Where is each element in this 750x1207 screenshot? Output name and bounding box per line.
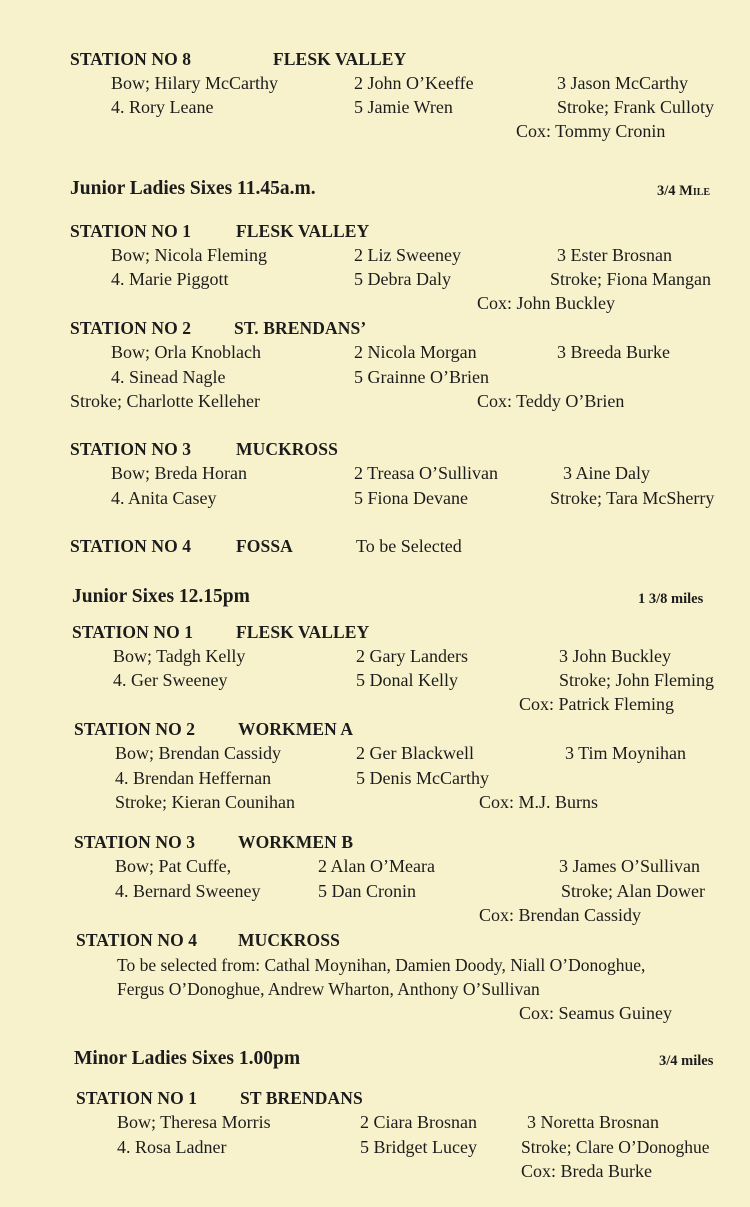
station-label: STATION NO 1	[76, 1088, 198, 1108]
crew-stroke: Stroke; Kieran Counihan	[115, 792, 295, 812]
crew-three: 3 Ester Brosnan	[557, 245, 672, 265]
crew-stroke: Stroke; Fiona Mangan	[550, 269, 711, 289]
crew-two: 2 Ger Blackwell	[356, 743, 474, 763]
club-name: MUCKROSS	[236, 439, 338, 459]
crew-five: 5 Donal Kelly	[356, 670, 458, 690]
crew-bow: Bow; Hilary McCarthy	[111, 73, 278, 93]
crew-four: 4. Anita Casey	[111, 488, 217, 508]
crew-four: 4. Rory Leane	[111, 97, 214, 117]
crew-cox: Cox: Tommy Cronin	[516, 121, 666, 141]
selection-list: To be selected from: Cathal Moynihan, Damien Doody, Niall O’Donoghue,	[117, 955, 646, 975]
station-label: STATION NO 2	[74, 719, 196, 739]
crew-bow: Bow; Orla Knoblach	[111, 342, 261, 362]
crew-two: 2 Gary Landers	[356, 646, 468, 666]
crew-four: 4. Marie Piggott	[111, 269, 229, 289]
club-name: FLESK VALLEY	[236, 622, 370, 642]
crew-five: 5 Debra Daly	[354, 269, 451, 289]
crew-five: 5 Grainne O’Brien	[354, 367, 489, 387]
crew-three: 3 John Buckley	[559, 646, 671, 666]
race-title: Junior Ladies Sixes 11.45a.m.	[70, 178, 316, 199]
crew-cox: Cox: Seamus Guiney	[519, 1003, 672, 1023]
crew-cox: Cox: Breda Burke	[521, 1161, 652, 1181]
crew-four: 4. Rosa Ladner	[117, 1137, 227, 1157]
crew-three: 3 Breeda Burke	[557, 342, 670, 362]
club-name: MUCKROSS	[238, 930, 340, 950]
race-title: Minor Ladies Sixes 1.00pm	[74, 1048, 301, 1069]
club-name: ST BRENDANS	[240, 1088, 363, 1108]
crew-three: 3 Jason McCarthy	[557, 73, 688, 93]
crew-three: 3 Noretta Brosnan	[527, 1112, 659, 1132]
crew-five: 5 Fiona Devane	[354, 488, 468, 508]
crew-stroke: Stroke; Charlotte Kelleher	[70, 391, 260, 411]
station-label: STATION NO 3	[74, 832, 196, 852]
crew-bow: Bow; Brendan Cassidy	[115, 743, 281, 763]
station-label: STATION NO 8	[70, 49, 192, 69]
club-name: FOSSA	[236, 536, 293, 556]
crew-stroke: Stroke; Tara McSherry	[550, 488, 715, 508]
crew-four: 4. Sinead Nagle	[111, 367, 226, 387]
club-name: FLESK VALLEY	[236, 221, 370, 241]
club-name: FLESK VALLEY	[273, 49, 407, 69]
club-name: WORKMEN A	[238, 719, 354, 739]
station-label: STATION NO 1	[72, 622, 194, 642]
crew-cox: Cox: Patrick Fleming	[519, 694, 674, 714]
crew-five: 5 Dan Cronin	[318, 881, 416, 901]
crew-bow: Bow; Breda Horan	[111, 463, 247, 483]
crew-bow: Bow; Nicola Fleming	[111, 245, 267, 265]
race-distance: 3/4 Mile	[657, 183, 711, 199]
crew-two: 2 Nicola Morgan	[354, 342, 477, 362]
race-title: Junior Sixes 12.15pm	[72, 586, 250, 607]
crew-stroke: Stroke; Clare O’Donoghue	[521, 1137, 710, 1157]
crew-bow: Bow; Tadgh Kelly	[113, 646, 246, 666]
selection-list: Fergus O’Donoghue, Andrew Wharton, Anthony O’Sullivan	[117, 979, 540, 999]
crew-two: 2 Treasa O’Sullivan	[354, 463, 498, 483]
station-label: STATION NO 4	[70, 536, 192, 556]
selection-note: To be Selected	[356, 536, 462, 556]
crew-stroke: Stroke; Frank Culloty	[557, 97, 714, 117]
crew-two: 2 John O’Keeffe	[354, 73, 474, 93]
crew-five: 5 Denis McCarthy	[356, 768, 489, 788]
station-label: STATION NO 4	[76, 930, 198, 950]
crew-cox: Cox: Teddy O’Brien	[477, 391, 625, 411]
crew-stroke: Stroke; John Fleming	[559, 670, 715, 690]
crew-three: 3 Tim Moynihan	[565, 743, 687, 763]
crew-cox: Cox: Brendan Cassidy	[479, 905, 641, 925]
club-name: ST. BRENDANS’	[234, 318, 367, 338]
crew-four: 4. Ger Sweeney	[113, 670, 228, 690]
crew-three: 3 Aine Daly	[563, 463, 650, 483]
race-distance: 1 3/8 miles	[638, 591, 704, 607]
crew-two: 2 Alan O’Meara	[318, 856, 435, 876]
station-label: STATION NO 1	[70, 221, 192, 241]
crew-bow: Bow; Theresa Morris	[117, 1112, 271, 1132]
crew-bow: Bow; Pat Cuffe,	[115, 856, 232, 876]
crew-cox: Cox: John Buckley	[477, 293, 615, 313]
crew-cox: Cox: M.J. Burns	[479, 792, 599, 812]
crew-three: 3 James O’Sullivan	[559, 856, 700, 876]
race-distance: 3/4 miles	[659, 1053, 714, 1069]
station-label: STATION NO 2	[70, 318, 192, 338]
crew-five: 5 Bridget Lucey	[360, 1137, 477, 1157]
crew-two: 2 Liz Sweeney	[354, 245, 461, 265]
crew-five: 5 Jamie Wren	[354, 97, 453, 117]
crew-four: 4. Bernard Sweeney	[115, 881, 261, 901]
crew-four: 4. Brendan Heffernan	[115, 768, 272, 788]
crew-two: 2 Ciara Brosnan	[360, 1112, 477, 1132]
club-name: WORKMEN B	[238, 832, 354, 852]
crew-stroke: Stroke; Alan Dower	[561, 881, 705, 901]
station-label: STATION NO 3	[70, 439, 192, 459]
